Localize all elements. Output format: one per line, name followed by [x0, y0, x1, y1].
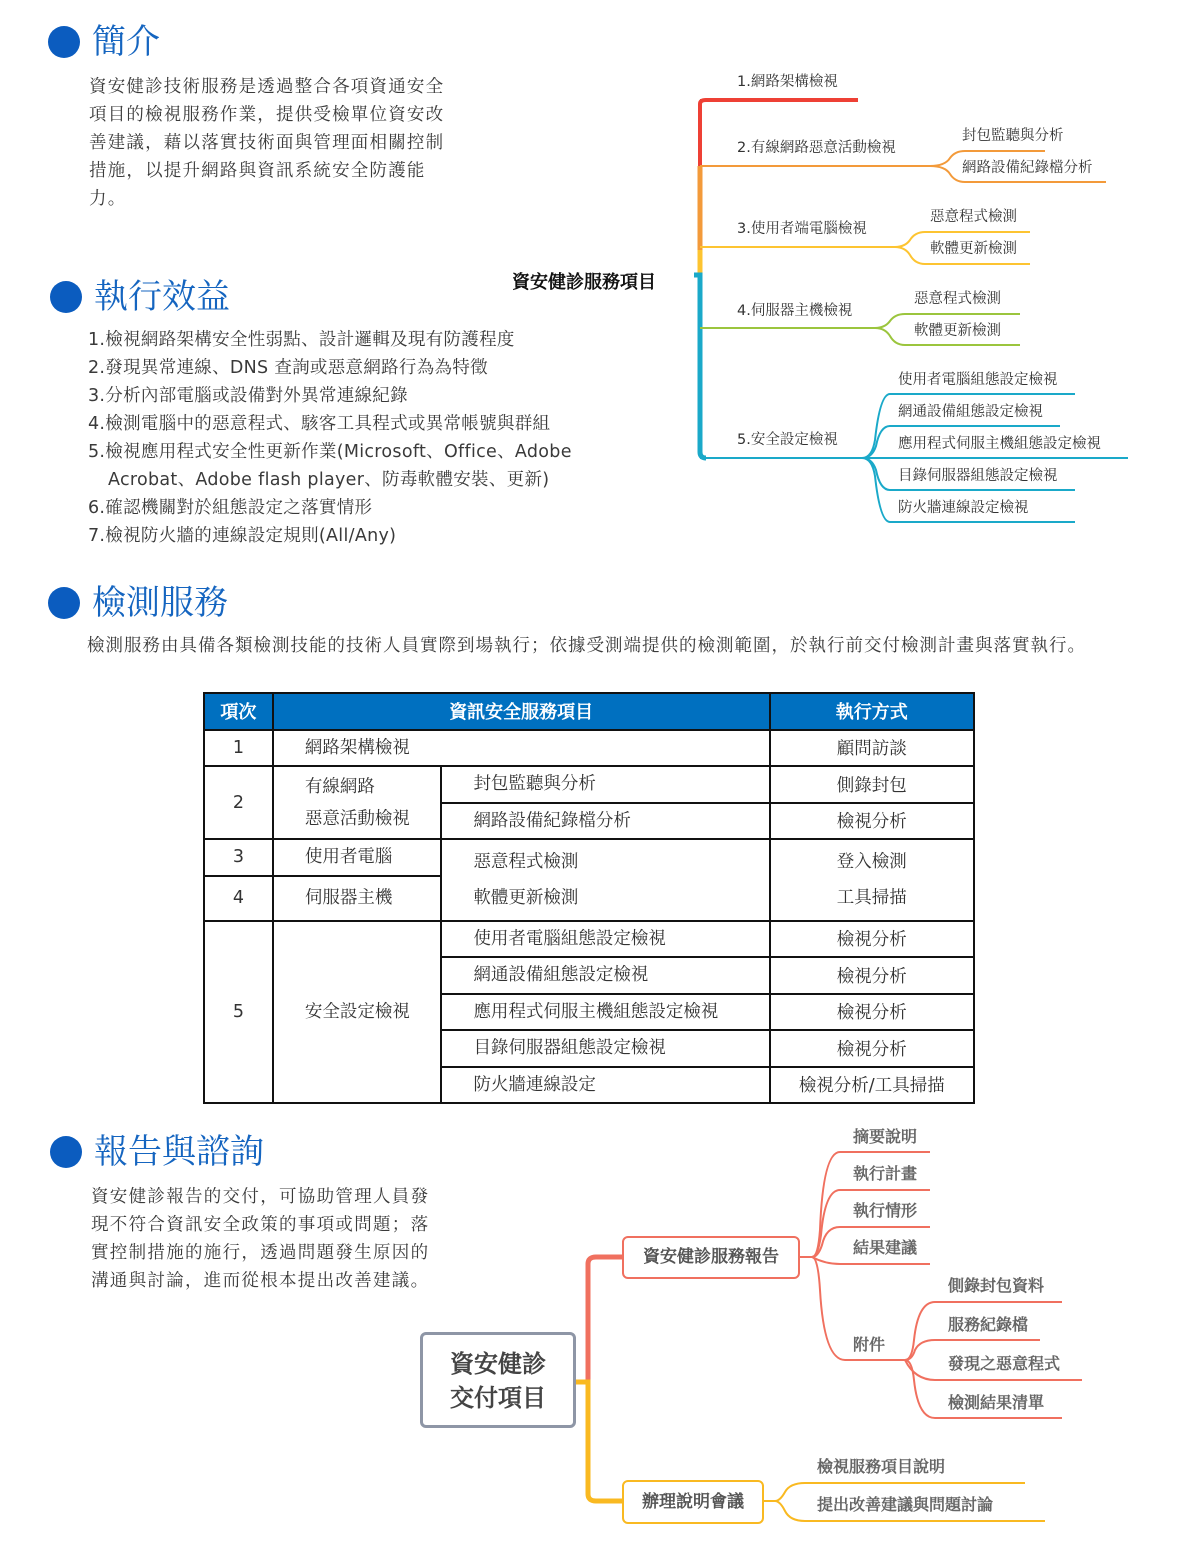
service-leaf: 軟體更新檢測	[930, 241, 1017, 257]
service-branch: 1.網路架構檢視	[737, 74, 838, 90]
report-paragraph-line: 現不符合資訊安全政策的事項或問題；落	[91, 1215, 430, 1235]
cell-item: 目錄伺服器組態設定檢視	[441, 1030, 769, 1067]
service-leaf: 使用者電腦組態設定檢視	[898, 372, 1058, 388]
testing-paragraph: 檢測服務由具備各類檢測技能的技術人員實際到場執行；依據受測端提供的檢測範圍，於執行前交付檢測計畫與落實執行。	[87, 636, 1086, 656]
meeting-child: 提出改善建議與問題討論	[817, 1495, 994, 1514]
service-leaf: 封包監聽與分析	[962, 128, 1064, 144]
benefit-item: 1.檢視網路架構安全性弱點、設計邏輯及現有防護程度	[88, 330, 515, 350]
service-branch: 3.使用者端電腦檢視	[737, 221, 867, 237]
cell-method: 檢視分析	[770, 921, 974, 958]
report-child: 執行情形	[853, 1201, 918, 1220]
cell-no: 4	[204, 876, 273, 921]
cell-item: 應用程式伺服主機組態設定檢視	[441, 994, 769, 1031]
benefit-item: 2.發現異常連線、DNS 查詢或惡意網路行為為特徵	[88, 358, 488, 378]
benefit-item: 6.確認機關對於組態設定之落實情形	[88, 498, 373, 518]
cell-group: 使用者電腦	[273, 839, 442, 876]
heading-intro: 簡介	[92, 22, 160, 62]
cell-group: 伺服器主機	[273, 876, 442, 921]
cell-method-line: 登入檢測	[836, 851, 907, 872]
cell-item: 網路架構檢視	[273, 730, 770, 767]
cell-no: 3	[204, 839, 273, 876]
report-paragraph-line: 資安健診報告的交付，可協助管理人員發	[91, 1187, 430, 1207]
benefit-item: 5.檢視應用程式安全性更新作業(Microsoft、Office、Adobe	[88, 442, 572, 462]
cell-method: 檢視分析	[770, 957, 974, 994]
service-leaf: 惡意程式檢測	[930, 209, 1017, 225]
heading-benefits: 執行效益	[94, 277, 230, 317]
cell-no: 5	[204, 921, 273, 1104]
attachment-child: 服務紀錄檔	[948, 1315, 1029, 1334]
service-leaf: 軟體更新檢測	[914, 323, 1001, 339]
attachment-child: 檢測結果清單	[948, 1393, 1045, 1412]
intro-paragraph: 資安健診技術服務是透過整合各項資通安全項目的檢視服務作業，提供受檢單位資安改善建議，藉以落實技術面與管理面相關控制措施，以提升網路與資訊系統安全防護能力。	[89, 77, 445, 209]
attachment-child: 側錄封包資料	[948, 1276, 1045, 1295]
delivery-root-node	[420, 1332, 576, 1428]
meeting-child: 檢視服務項目說明	[817, 1457, 946, 1476]
service-branch: 5.安全設定檢視	[737, 432, 838, 448]
service-branch: 2.有線網路惡意活動檢視	[737, 140, 896, 156]
attachment-child: 發現之惡意程式	[948, 1354, 1061, 1373]
delivery-root-line: 交付項目	[450, 1384, 546, 1412]
report-child: 附件	[853, 1335, 886, 1354]
cell-no: 2	[204, 766, 273, 839]
service-branch: 4.伺服器主機檢視	[737, 303, 853, 319]
heading-testing: 檢測服務	[92, 583, 228, 623]
cell-method: 側錄封包	[770, 766, 974, 803]
service-leaf: 防火牆連線設定檢視	[898, 500, 1029, 516]
benefit-item: 3.分析內部電腦或設備對外異常連線紀錄	[88, 386, 408, 406]
benefit-item: Acrobat、Adobe flash player、防毒軟體安裝、更新)	[108, 470, 550, 490]
benefit-item: 4.檢測電腦中的惡意程式、駭客工具程式或異常帳號與群組	[88, 414, 551, 434]
meeting-node: 辦理說明會議	[622, 1480, 764, 1524]
cell-item: 封包監聽與分析	[441, 766, 769, 803]
benefit-item: 7.檢視防火牆的連線設定規則(All/Any)	[88, 526, 397, 546]
report-child: 結果建議	[853, 1238, 918, 1257]
cell-group: 安全設定檢視	[273, 921, 442, 1104]
cell-method-line: 工具掃描	[836, 887, 907, 908]
cell-method: 檢視分析	[770, 994, 974, 1031]
report-node: 資安健診服務報告	[622, 1236, 800, 1279]
cell-item-line: 惡意程式檢測	[473, 851, 579, 872]
heading-report: 報告與諮詢	[94, 1132, 264, 1172]
report-child: 執行計畫	[853, 1164, 918, 1183]
cell-method: 檢視分析	[770, 1030, 974, 1067]
report-child: 摘要說明	[853, 1127, 918, 1146]
header-item: 資訊安全服務項目	[273, 693, 770, 730]
service-leaf: 目錄伺服器組態設定檢視	[898, 468, 1058, 484]
header-no: 項次	[204, 693, 273, 730]
cell-group-line: 有線網路	[304, 776, 375, 797]
service-leaf: 網通設備組態設定檢視	[898, 404, 1043, 420]
cell-item: 使用者電腦組態設定檢視	[441, 921, 769, 958]
report-paragraph-line: 實控制措施的施行，透過問題發生原因的	[91, 1243, 430, 1263]
cell-item: 防火牆連線設定	[441, 1067, 769, 1104]
cell-item: 網路設備紀錄檔分析	[441, 803, 769, 840]
cell-method: 檢視分析/工具掃描	[770, 1067, 974, 1104]
service-leaf: 惡意程式檢測	[914, 291, 1001, 307]
cell-method: 檢視分析	[770, 803, 974, 840]
delivery-root-line: 資安健診	[450, 1350, 546, 1378]
cell-no: 1	[204, 730, 273, 767]
cell-item-line: 軟體更新檢測	[473, 887, 579, 908]
cell-group-line: 惡意活動檢視	[304, 808, 410, 829]
report-paragraph-line: 溝通與討論，進而從根本提出改善建議。	[91, 1271, 430, 1291]
service-leaf: 應用程式伺服主機組態設定檢視	[898, 436, 1101, 452]
cell-item: 網通設備組態設定檢視	[441, 957, 769, 994]
service-leaf: 網路設備紀錄檔分析	[962, 160, 1093, 176]
service-mindmap-root: 資安健診服務項目	[512, 272, 656, 293]
cell-method: 顧問訪談	[770, 730, 974, 767]
header-method: 執行方式	[770, 693, 974, 730]
